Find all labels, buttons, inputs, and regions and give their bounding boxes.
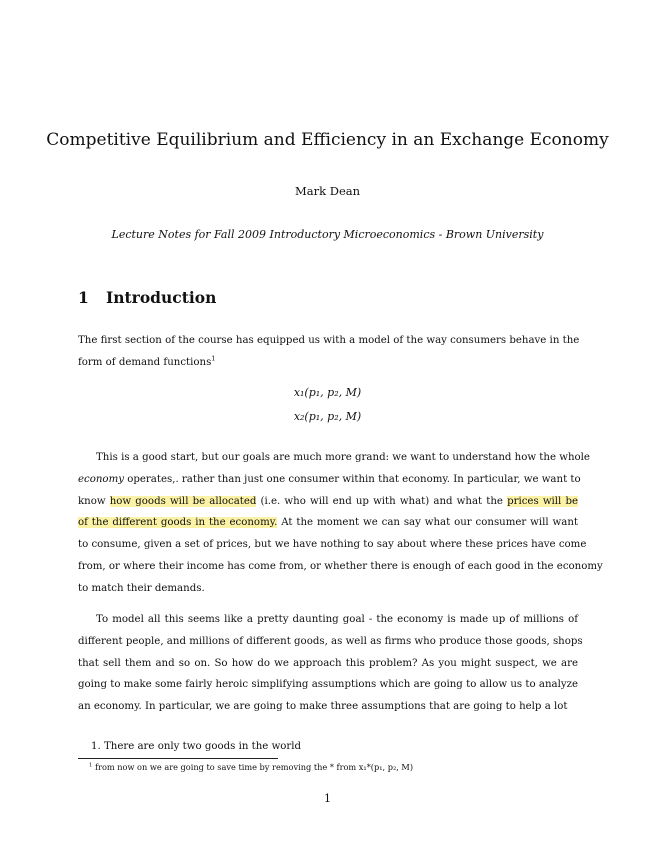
paragraph-2-line-3-mid: (i.e. who will end up with what) and what the	[256, 495, 508, 507]
highlight-prices-continued: of the different goods in the economy.	[78, 517, 278, 529]
paragraph-2-line-7: to match their demands.	[78, 582, 205, 594]
paragraph-1	[78, 330, 578, 374]
section-heading	[78, 288, 216, 307]
section-title: Introduction	[106, 288, 217, 307]
paragraph-2-line-4-rest: At the moment we can say what our consumer will want	[277, 517, 578, 529]
paragraph-1-line-2-text: form of demand functions	[78, 356, 212, 368]
page-number: 1	[324, 792, 331, 805]
paragraph-2-line-1: This is a good start, but our goals are much more grand: we want to understand how the whole	[96, 452, 590, 463]
paragraph-2-line-3-start: know	[78, 495, 110, 507]
paragraph-3-line-4: going to make some fairly heroic simplifying assumptions which are going to allow us to analyze	[78, 679, 578, 691]
paragraph-1-line-1: The first section of the course has equipped us with a model of the way consumers behave in the	[78, 335, 580, 346]
highlight-prices: prices will be	[507, 495, 579, 507]
paragraph-3-line-5: an economy. In particular, we are going to make three assumptions that are going to help a lot	[78, 701, 568, 713]
paragraph-2-line-2	[78, 469, 581, 491]
equation-2: x₂(p₁, p₂, M)	[293, 410, 362, 423]
footnote-text: from now on we are going to save time by removing the * from x₁*(p₁, p₂, M)	[95, 762, 414, 772]
assumption-list-item-1: 1. There are only two goods in the world	[91, 741, 302, 752]
equation-1: x₁(p₁, p₂, M)	[293, 386, 362, 399]
paragraph-2-line-2-rest: operates,. rather than just one consumer within that economy. In particular, we want to	[123, 473, 581, 485]
paragraph-2-line-5: to consume, given a set of prices, but we have nothing to say about where these prices have come	[78, 539, 587, 551]
paragraph-2-line-6: from, or where their income has come from, or whether there is enough of each good in the economy	[78, 560, 603, 572]
paragraph-3-line-1: To model all this seems like a pretty daunting goal - the economy is made up of millions of	[96, 614, 578, 625]
italic-word: economy	[78, 473, 124, 485]
paragraph-3-line-3: that sell them and so on. So how do we approach this problem? As you might suspect, we are	[78, 657, 578, 669]
paragraph-2	[78, 447, 603, 600]
paper-subtitle: Lecture Notes for Fall 2009 Introductory Microeconomics - Brown University	[111, 228, 544, 241]
highlight-allocation: how goods will be allocated	[109, 495, 257, 507]
footnote-divider	[78, 758, 278, 759]
footnote-mark: 1	[89, 762, 93, 769]
footnote	[89, 762, 413, 772]
section-number: 1	[78, 288, 89, 307]
paragraph-3-line-2: different people, and millions of different goods, as well as firms who produce those goods, shops	[78, 635, 583, 647]
paragraph-3	[78, 609, 583, 718]
paragraph-2-line-4	[78, 512, 578, 534]
paragraph-1-line-2	[78, 352, 578, 374]
paper-title: Competitive Equilibrium and Efficiency in an Exchange Economy	[46, 130, 609, 150]
footnote-ref: 1	[211, 354, 216, 363]
author-name: Mark Dean	[294, 184, 361, 198]
paragraph-2-line-3	[78, 491, 578, 513]
